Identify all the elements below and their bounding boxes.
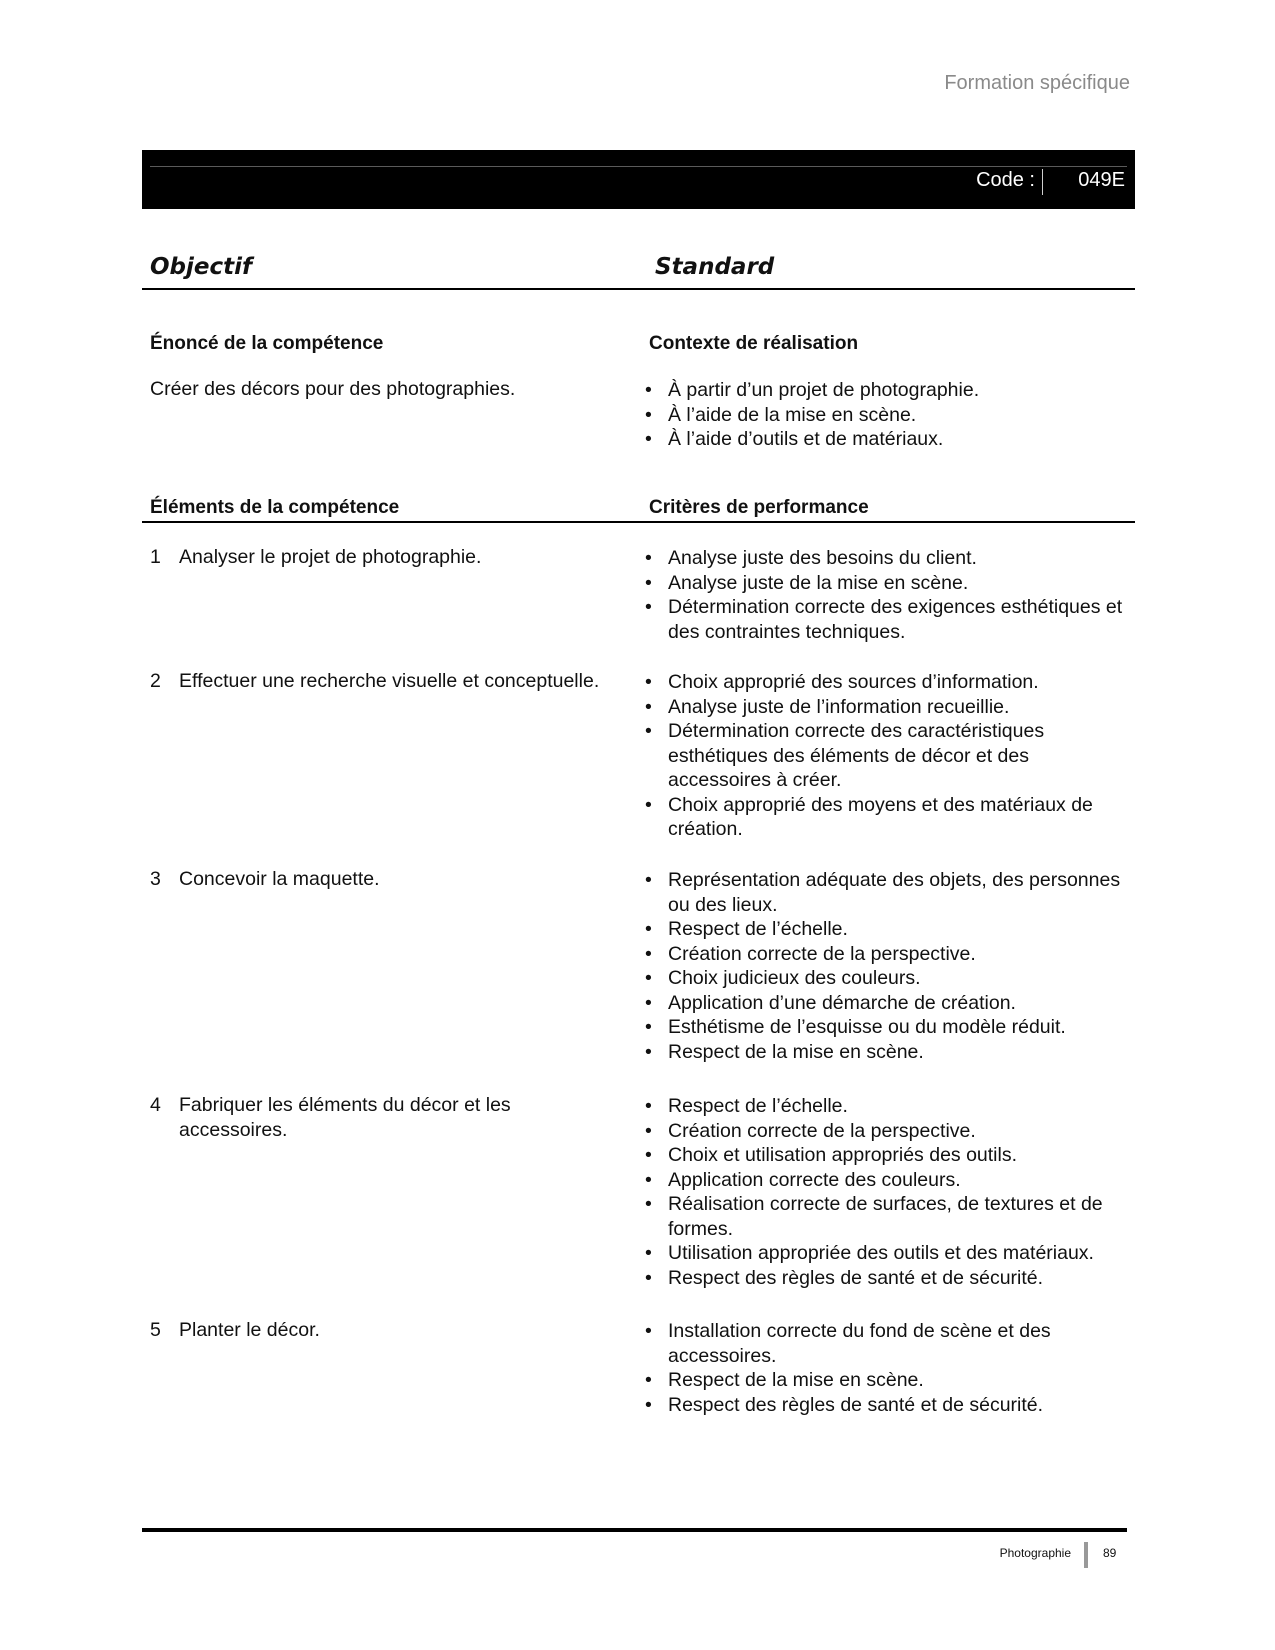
element-1 [150, 545, 630, 570]
criterion: • Respect des règles de santé et de sécurité. [645, 1393, 1135, 1418]
enonce-text: Créer des décors pour des photographies. [150, 378, 516, 400]
code-divider [1042, 169, 1043, 195]
criterion: • Application correcte des couleurs. [645, 1168, 1135, 1193]
element-number: 4 [150, 1094, 161, 1116]
criterion: • Respect des règles de santé et de sécurité. [645, 1266, 1135, 1291]
criteria-list-2 [645, 670, 1135, 842]
page-number: 89 [1103, 1546, 1117, 1560]
criterion: • Création correcte de la perspective. [645, 942, 1135, 967]
criterion: • Choix approprié des moyens et des matériaux de création. [645, 793, 1135, 842]
columns-rule [142, 288, 1135, 290]
criterion: • Analyse juste des besoins du client. [645, 546, 1135, 571]
elements-heading: Éléments de la compétence [150, 497, 400, 518]
element-label: Fabriquer les éléments du décor et les accessoires. [179, 1094, 511, 1141]
element-label: Effectuer une recherche visuelle et conceptuelle. [179, 670, 600, 692]
element-2 [150, 669, 650, 694]
criterion: • Réalisation correcte de surfaces, de textures et de formes. [645, 1192, 1135, 1241]
element-number: 5 [150, 1319, 161, 1341]
element-3 [150, 867, 630, 892]
criteria-list-1 [645, 546, 1135, 644]
code-label: Code : [976, 169, 1035, 191]
footer-title: Photographie [999, 1546, 1071, 1560]
element-4 [150, 1093, 550, 1142]
element-label: Analyser le projet de photographie. [179, 546, 482, 568]
criterion: • Analyse juste de la mise en scène. [645, 571, 1135, 596]
contexte-item: • À l’aide de la mise en scène. [645, 403, 1135, 428]
contexte-heading: Contexte de réalisation [649, 333, 859, 354]
criterion: • Respect de la mise en scène. [645, 1368, 1135, 1393]
criterion: • Analyse juste de l’information recueillie. [645, 695, 1135, 720]
element-5 [150, 1318, 630, 1343]
criterion: • Détermination correcte des caractéristiques esthétiques des éléments de décor et des accessoires à créer. [645, 719, 1135, 793]
criterion: • Esthétisme de l’esquisse ou du modèle réduit. [645, 1015, 1135, 1040]
element-number: 2 [150, 670, 161, 692]
criterion: • Installation correcte du fond de scène et des accessoires. [645, 1319, 1135, 1368]
element-label: Planter le décor. [179, 1319, 320, 1341]
standard-heading: Standard [655, 254, 775, 280]
criterion: • Respect de l’échelle. [645, 917, 1135, 942]
contexte-list [645, 378, 1135, 452]
contexte-item: • À partir d’un projet de photographie. [645, 378, 1135, 403]
page-header-section: Formation spécifique [944, 72, 1130, 94]
criterion: • Création correcte de la perspective. [645, 1119, 1135, 1144]
criterion: • Respect de l’échelle. [645, 1094, 1135, 1119]
criterion: • Représentation adéquate des objets, des personnes ou des lieux. [645, 868, 1135, 917]
criterion: • Respect de la mise en scène. [645, 1040, 1135, 1065]
element-number: 1 [150, 546, 161, 568]
objectif-heading: Objectif [150, 254, 253, 280]
criteria-list-5 [645, 1319, 1135, 1417]
criterion: • Détermination correcte des exigences esthétiques et des contraintes techniques. [645, 595, 1135, 644]
criterion: • Utilisation appropriée des outils et des matériaux. [645, 1241, 1135, 1266]
footer-rule [142, 1528, 1127, 1532]
criterion: • Choix judicieux des couleurs. [645, 966, 1135, 991]
criterion: • Choix et utilisation appropriés des outils. [645, 1143, 1135, 1168]
element-number: 3 [150, 868, 161, 890]
code-value: 049E [1078, 169, 1125, 191]
criterion: • Choix approprié des sources d’information. [645, 670, 1135, 695]
criteres-heading: Critères de performance [649, 497, 869, 518]
criteria-list-3 [645, 868, 1135, 1064]
enonce-heading: Énoncé de la compétence [150, 333, 384, 354]
code-bar-line [150, 166, 1127, 167]
element-label: Concevoir la maquette. [179, 868, 380, 890]
criterion: • Application d’une démarche de création. [645, 991, 1135, 1016]
contexte-item: • À l’aide d’outils et de matériaux. [645, 427, 1135, 452]
criteria-list-4 [645, 1094, 1135, 1290]
code-bar [142, 150, 1135, 209]
footer-divider [1084, 1542, 1088, 1568]
elements-rule [142, 521, 1135, 523]
